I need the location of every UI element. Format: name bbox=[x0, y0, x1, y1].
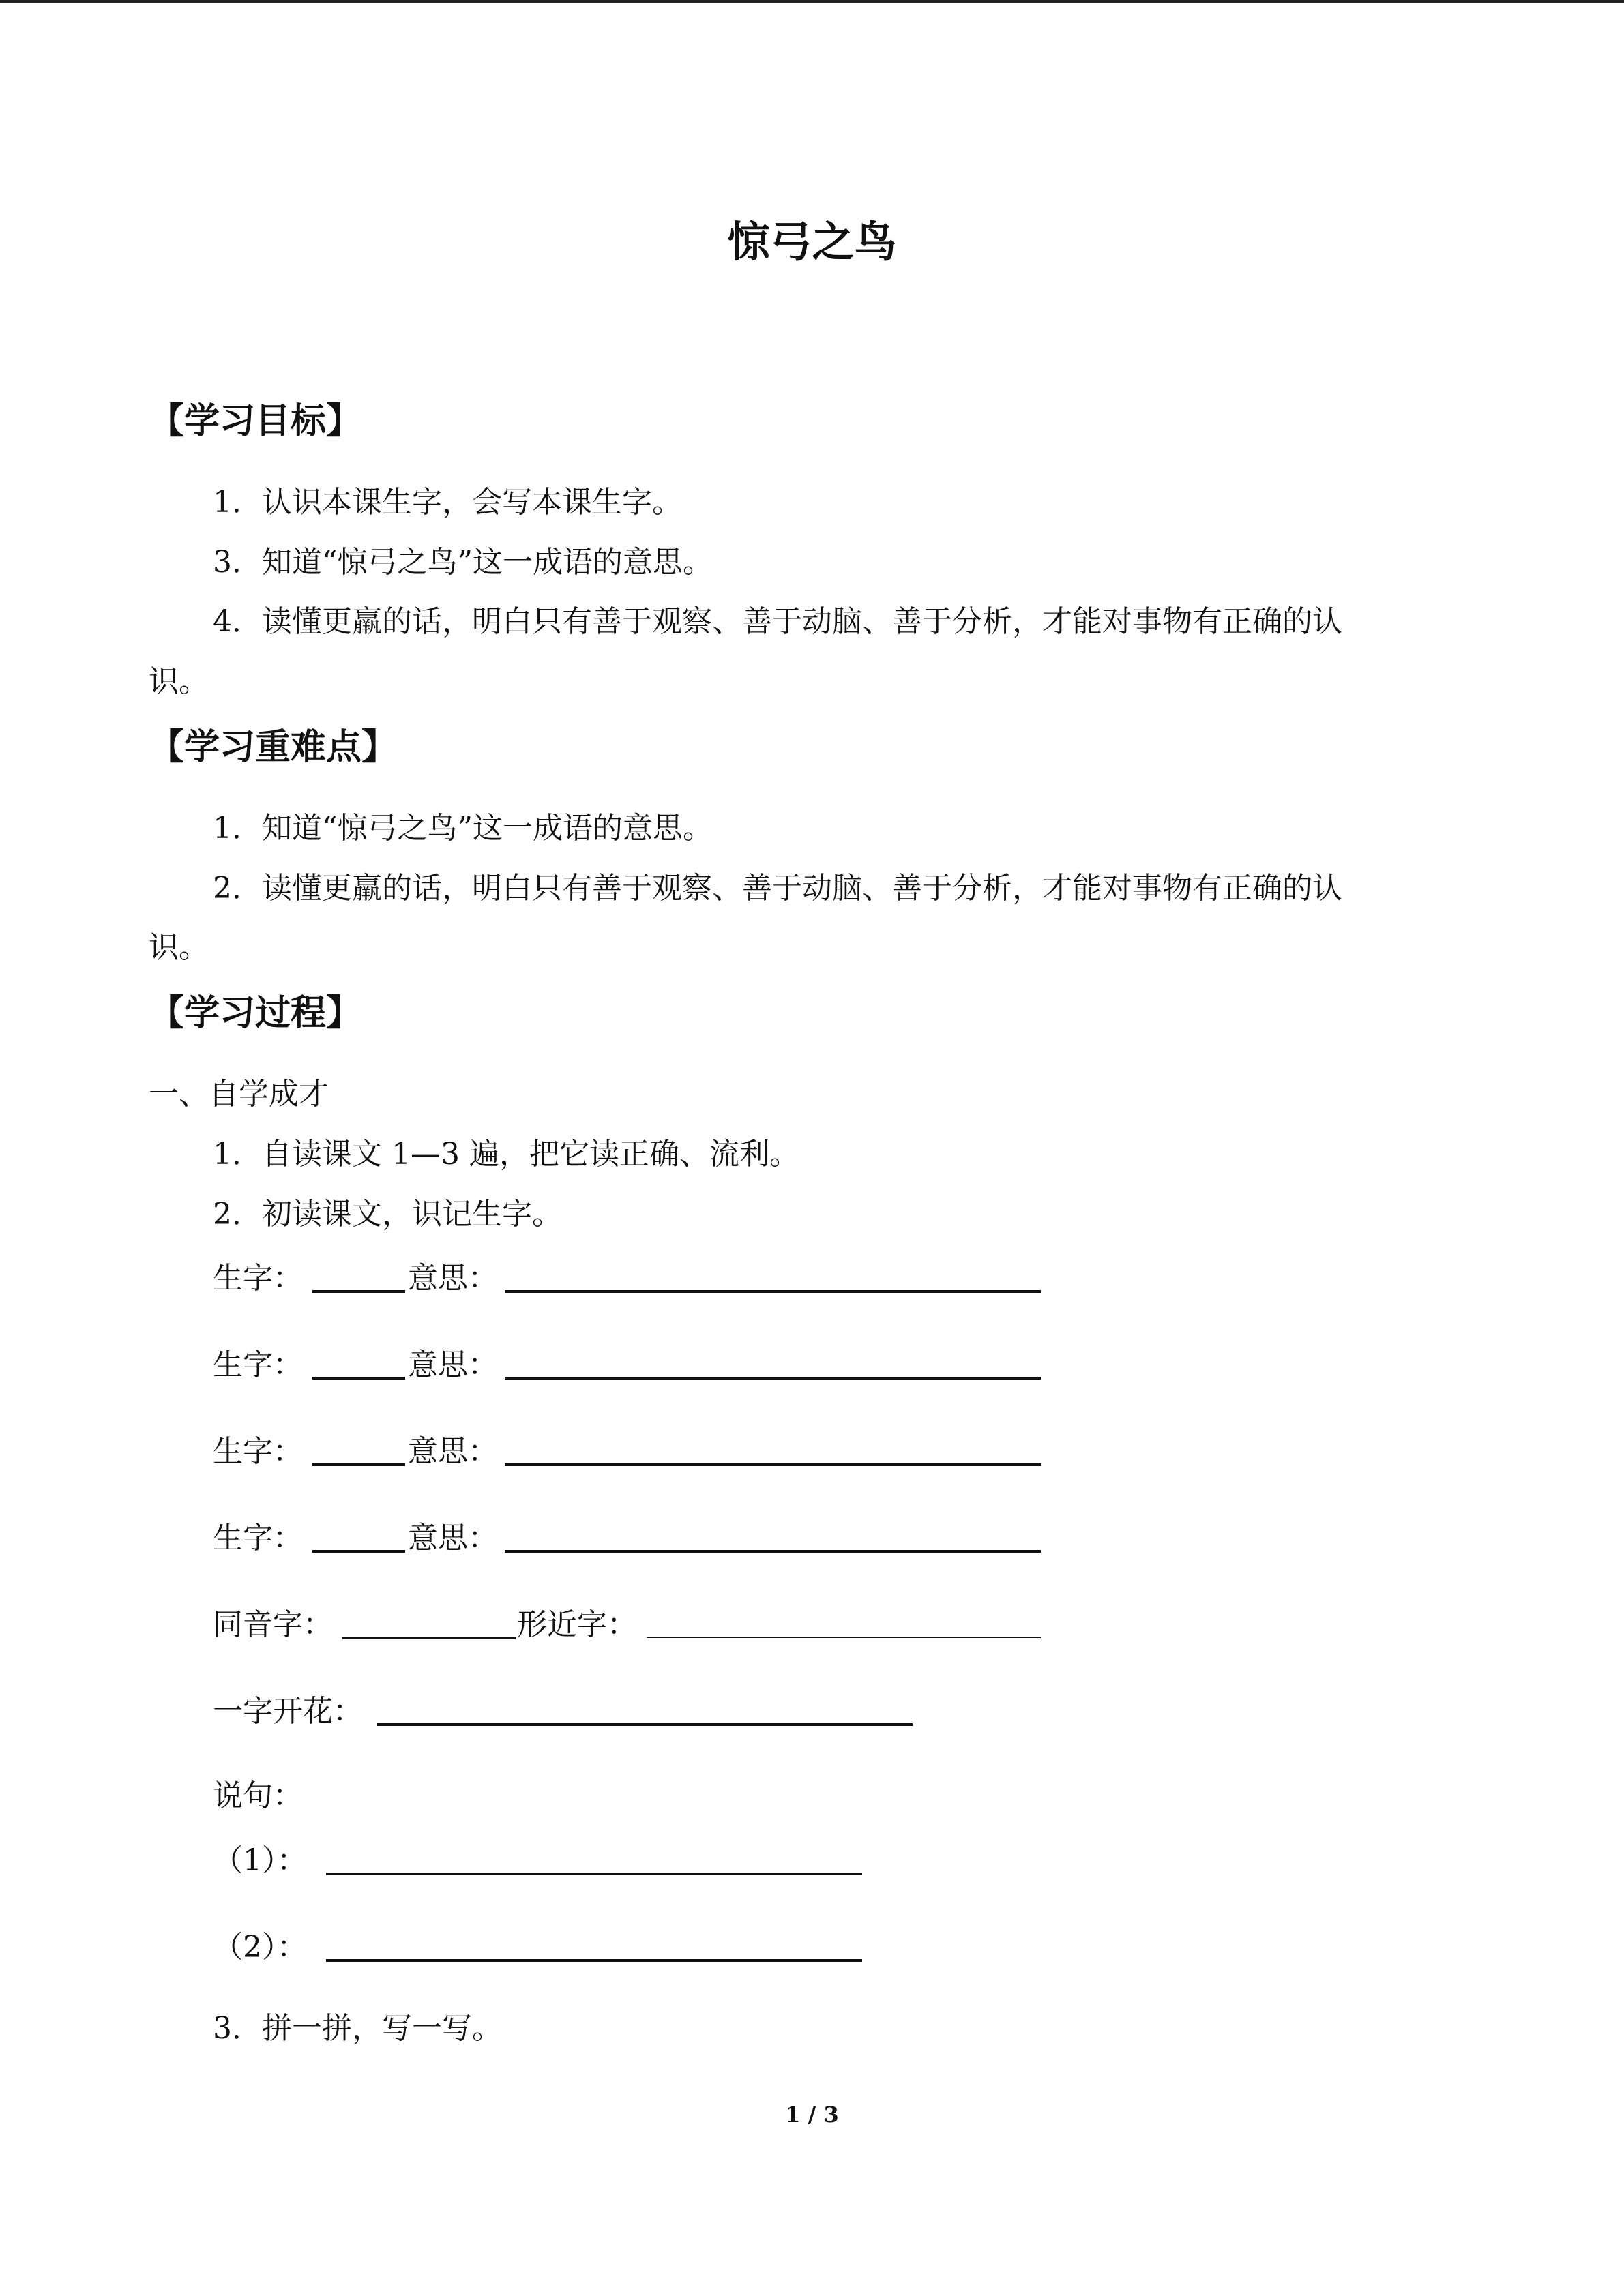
goal-item-3-cont: 识。 bbox=[149, 664, 209, 699]
homophone-label: 同音字： bbox=[213, 1607, 333, 1642]
bloom-blank[interactable] bbox=[377, 1723, 913, 1726]
char-blank[interactable] bbox=[312, 1377, 405, 1380]
step-2: 2．初读课文，识记生字。 bbox=[213, 1197, 562, 1232]
meaning-label: 意思： bbox=[408, 1261, 498, 1296]
meaning-blank[interactable] bbox=[505, 1550, 1041, 1553]
sentence-2-blank[interactable] bbox=[326, 1959, 862, 1962]
goal-item-1: 1．认识本课生字，会写本课生字。 bbox=[213, 485, 682, 520]
step-3: 3．拼一拼，写一写。 bbox=[213, 2011, 502, 2046]
step-1: 1．自读课文 1—3 遍，把它读正确、流利。 bbox=[213, 1137, 799, 1172]
difficulty-item-1: 1．知道“惊弓之鸟”这一成语的意思。 bbox=[213, 811, 713, 846]
similar-blank[interactable] bbox=[647, 1637, 1041, 1638]
meaning-blank[interactable] bbox=[505, 1463, 1041, 1466]
meaning-label: 意思： bbox=[408, 1434, 498, 1469]
bloom-label: 一字开花： bbox=[213, 1694, 363, 1729]
page-title: 惊弓之鸟 bbox=[727, 217, 897, 267]
part-title: 一、自学成才 bbox=[149, 1077, 329, 1112]
sentence-2-label: （2）： bbox=[213, 1930, 307, 1965]
char-label: 生字： bbox=[213, 1261, 303, 1296]
page-top-border bbox=[0, 0, 1624, 3]
section-heading-goals: 【学习目标】 bbox=[149, 400, 362, 442]
section-heading-process: 【学习过程】 bbox=[149, 992, 362, 1034]
section-heading-difficulties: 【学习重难点】 bbox=[149, 726, 398, 768]
char-label: 生字： bbox=[213, 1434, 303, 1469]
char-blank[interactable] bbox=[312, 1550, 405, 1553]
meaning-label: 意思： bbox=[408, 1347, 498, 1382]
char-label: 生字： bbox=[213, 1521, 303, 1555]
homophone-blank[interactable] bbox=[342, 1637, 516, 1639]
similar-label: 形近字： bbox=[517, 1607, 637, 1642]
sentence-1-blank[interactable] bbox=[326, 1873, 862, 1875]
sentence-1-label: （1）： bbox=[213, 1843, 307, 1878]
meaning-label: 意思： bbox=[408, 1521, 498, 1555]
difficulty-item-2: 2．读懂更羸的话，明白只有善于观察、善于动脑、善于分析，才能对事物有正确的认 bbox=[213, 871, 1342, 906]
goal-item-2: 3．知道“惊弓之鸟”这一成语的意思。 bbox=[213, 545, 713, 580]
difficulty-item-2-cont: 识。 bbox=[149, 930, 209, 965]
meaning-blank[interactable] bbox=[505, 1377, 1041, 1380]
char-blank[interactable] bbox=[312, 1290, 405, 1293]
char-label: 生字： bbox=[213, 1347, 303, 1382]
sentence-label: 说句： bbox=[213, 1778, 303, 1813]
meaning-blank[interactable] bbox=[505, 1290, 1041, 1293]
page-number: 1 / 3 bbox=[785, 2102, 839, 2128]
goal-item-3: 4．读懂更羸的话，明白只有善于观察、善于动脑、善于分析，才能对事物有正确的认 bbox=[213, 604, 1342, 639]
char-blank[interactable] bbox=[312, 1463, 405, 1466]
